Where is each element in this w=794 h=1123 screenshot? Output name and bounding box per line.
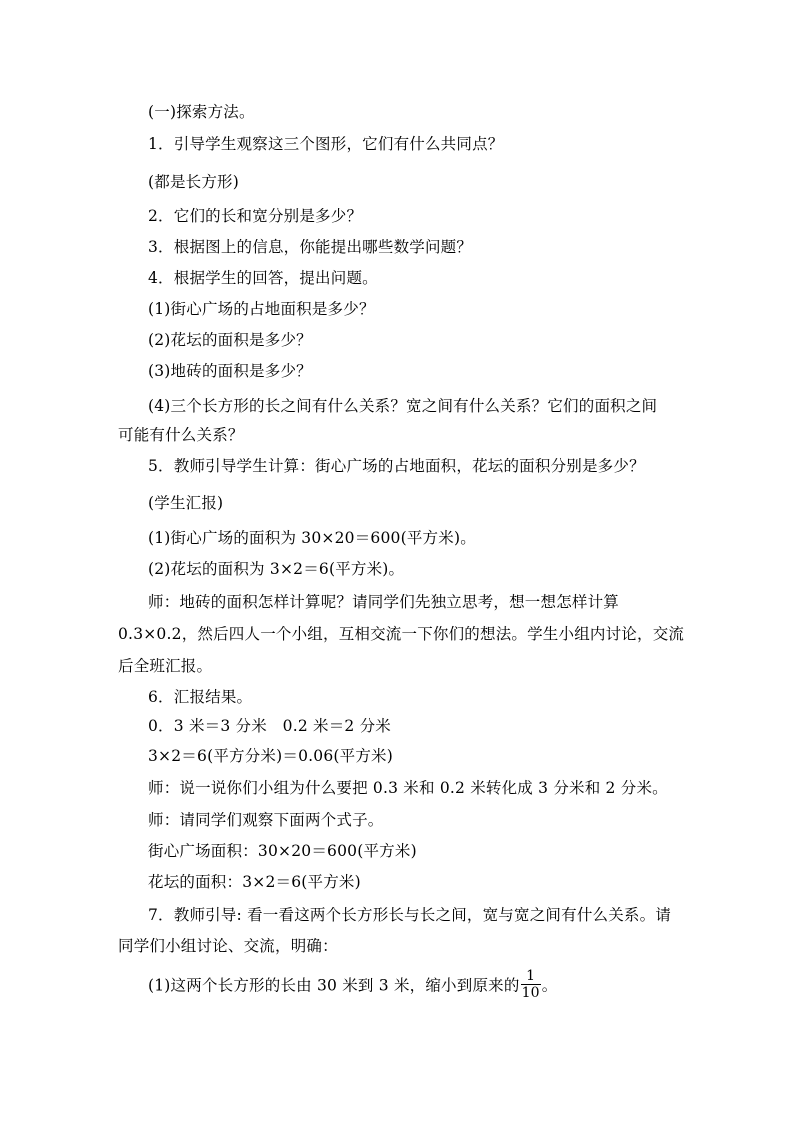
- section-heading: (一)探索方法。: [148, 103, 255, 121]
- step-3: 3．根据图上的信息，你能提出哪些数学问题？: [148, 238, 473, 256]
- fraction-numerator: 1: [521, 968, 541, 985]
- question-4: (4)三个长方形的长之间有什么关系？宽之间有什么关系？它们的面积之间: [148, 397, 658, 415]
- conclusion-1-end: 。: [541, 976, 558, 995]
- step-6: 6．汇报结果。: [148, 688, 253, 706]
- question-2: (2)花坛的面积是多少？: [148, 331, 312, 349]
- report-1: (1)街心广场的面积为 30×20＝600(平方米)。: [148, 529, 476, 547]
- question-3: (3)地砖的面积是多少？: [148, 362, 312, 380]
- step-5: 5．教师引导学生计算：街心广场的占地面积，花坛的面积分别是多少？: [148, 457, 645, 475]
- student-report-note: (学生汇报): [148, 494, 224, 512]
- conclusion-1-text: (1)这两个长方形的长由 30 米到 3 米，缩小到原来的: [148, 976, 520, 995]
- area-calc: 3×2＝6(平方分米)＝0.06(平方米): [148, 747, 393, 765]
- step-7-cont: 同学们小组讨论、交流，明确：: [118, 937, 338, 955]
- step-4: 4．根据学生的回答，提出问题。: [148, 269, 378, 287]
- report-2: (2)花坛的面积为 3×2＝6(平方米)。: [148, 560, 405, 578]
- formula-plaza: 街心广场面积：30×20＝600(平方米): [148, 842, 417, 860]
- teacher-prompt: 师：地砖的面积怎样计算呢？请同学们先独立思考，想一想怎样计算: [148, 593, 620, 611]
- step-7: 7．教师引导: 看一看这两个长方形长与长之间，宽与宽之间有什么关系。请: [148, 906, 672, 924]
- formula-flowerbed: 花坛的面积：3×2＝6(平方米): [148, 873, 361, 891]
- teacher-question: 师：说一说你们小组为什么要把 0.3 米和 0.2 米转化成 3 分米和 2 分米。: [148, 779, 668, 797]
- step-2: 2．它们的长和宽分别是多少？: [148, 207, 363, 225]
- teacher-prompt-cont: 0.3×0.2，然后四人一个小组，互相交流一下你们的想法。学生小组内讨论，交流: [118, 625, 685, 643]
- question-1: (1)街心广场的占地面积是多少？: [148, 300, 375, 318]
- conclusion-1: [148, 970, 557, 1003]
- teacher-prompt-cont-2: 后全班汇报。: [118, 657, 213, 675]
- answer-note: (都是长方形): [148, 173, 239, 191]
- fraction-one-tenth: [521, 968, 541, 1001]
- step-1: 1．引导学生观察这三个图形，它们有什么共同点？: [148, 135, 504, 153]
- conversion: 0．3 米＝3 分米 0.2 米＝2 分米: [148, 717, 392, 735]
- fraction-denominator: 10: [521, 985, 540, 1001]
- teacher-instruction: 师：请同学们观察下面两个式子。: [148, 811, 384, 829]
- question-4-cont: 可能有什么关系？: [118, 426, 244, 444]
